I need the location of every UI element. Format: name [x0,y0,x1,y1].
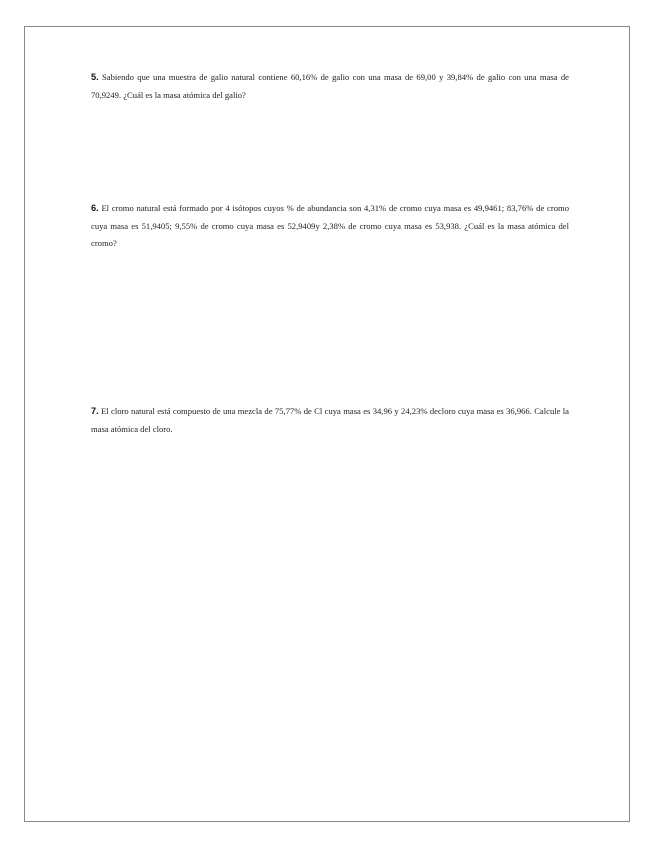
document-page [24,26,630,822]
problem-5-number: 5. [91,72,99,82]
problem-6-number: 6. [91,203,99,213]
problem-5-text: Sabiendo que una muestra de galio natural contiene 60,16% de galio con una masa de 69,00 y 39,84% de galio con una masa de 70,9249. ¿Cuál es la masa atómica del galio? [91,72,569,100]
problem-7 [91,403,569,438]
problem-6-text: El cromo natural está formado por 4 isótopos cuyos % de abundancia son 4,31% de cromo cuya masa es 49,9461; 83,76% de cromo cuya masa es 51,9405; 9,55% de cromo cuya masa es 52,9409y 2,38% de cromo cuya masa es 53,938. ¿Cuál es la masa atómica del cromo? [91,203,569,248]
problem-5 [91,69,569,104]
problem-6 [91,200,569,253]
problem-7-number: 7. [91,406,99,416]
problem-7-text: El cloro natural está compuesto de una mezcla de 75,77% de Cl cuya masa es 34,96 y 24,23% decloro cuya masa es 36,966. Calcule la masa atómica del cloro. [91,406,569,434]
